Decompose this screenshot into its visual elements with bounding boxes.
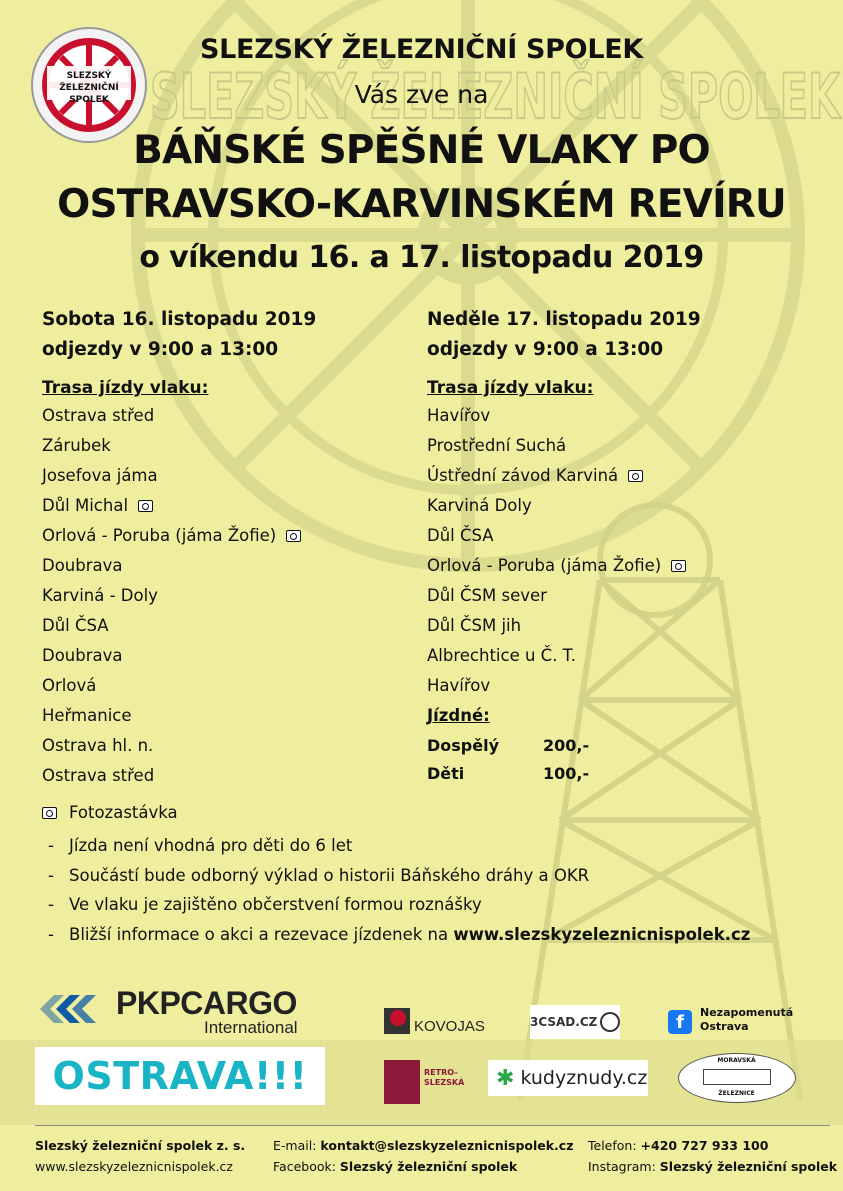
- facebook-page-logo: [668, 1006, 818, 1042]
- route-stop-name: Důl ČSA: [427, 526, 494, 545]
- route-stop-name: Havířov: [427, 406, 491, 425]
- moravska-zeleznice-logo: [678, 1053, 796, 1103]
- event-title-line2: OSTRAVSKO-KARVINSKÉM REVÍRU: [57, 182, 786, 227]
- route-stop-name: Karviná Doly: [427, 496, 532, 515]
- facebook-page-name: Nezapomenutá Ostrava: [700, 1006, 794, 1033]
- fare-row: [427, 731, 589, 759]
- route-stop-name: Havířov: [427, 676, 491, 695]
- route-stop: [42, 401, 422, 431]
- footer-email-label: E-mail:: [273, 1138, 321, 1153]
- route-stop-name: Karviná - Doly: [42, 586, 158, 605]
- facebook-icon: f: [668, 1010, 692, 1034]
- sunday-route-label: Trasa jízdy vlaku:: [427, 378, 594, 398]
- fare-price: 100,-: [543, 763, 590, 783]
- footer-divider: [35, 1125, 830, 1126]
- route-stop-name: Důl Michal: [42, 496, 129, 515]
- camera-icon: [286, 530, 301, 542]
- route-stop-name: Ostrava hl. n.: [42, 736, 154, 755]
- background-ghost-text: SLEZSKÝ ŽELEZNIČNÍ SPOLEK: [150, 60, 842, 133]
- saturday-schedule: [42, 305, 422, 791]
- organizer-name: SLEZSKÝ ŽELEZNIČNÍ SPOLEK: [200, 34, 643, 65]
- kovojas-mark-icon: [384, 1008, 410, 1034]
- route-stop: [42, 701, 422, 731]
- retro-slezska-mark-icon: [384, 1060, 420, 1104]
- camera-icon: [138, 500, 153, 512]
- fares: [427, 706, 589, 787]
- fares-label: Jízdné:: [427, 706, 490, 725]
- footer-web[interactable]: www.slezskyzeleznicnispolek.cz: [35, 1159, 233, 1174]
- route-stop-name: Ostrava střed: [42, 766, 155, 785]
- info-link[interactable]: www.slezskyzeleznicnispolek.cz: [453, 924, 751, 944]
- route-stop-name: Doubrava: [42, 646, 123, 665]
- sunday-stops: [427, 401, 807, 701]
- fare-name: Dospělý: [427, 735, 500, 755]
- route-stop: [427, 671, 807, 701]
- kovojas-logo: [384, 1006, 499, 1040]
- footer-facebook[interactable]: Slezský železniční spolek: [339, 1159, 518, 1174]
- club-logo-line1: SLEZSKÝ ŽELEZNIČNÍ: [59, 71, 119, 93]
- pkp-cargo-sub: International: [204, 1018, 298, 1037]
- route-stop: [42, 431, 422, 461]
- camera-icon: [671, 560, 686, 572]
- kudyznudy-logo: [488, 1060, 648, 1096]
- csad-wheel-icon: [600, 1012, 620, 1032]
- retro-line1: RETRO–: [424, 1068, 459, 1077]
- route-stop-name: Josefova jáma: [42, 466, 158, 485]
- footer-instagram[interactable]: Slezský železniční spolek: [659, 1159, 838, 1174]
- moravska-top-text: MORAVSKÁ: [717, 1057, 756, 1064]
- route-stop: [42, 641, 422, 671]
- route-stop: [42, 521, 422, 551]
- route-stop-name: Zárubek: [42, 436, 111, 455]
- route-stop: [42, 731, 422, 761]
- photo-stop-legend: [42, 803, 178, 822]
- note-item: - Součástí bude odborný výklad o historii Báňského dráhy a OKR: [48, 861, 750, 891]
- note-item: - Bližší informace o akci a rezevace jízdenek na www.slezskyzeleznicnispolek.cz: [48, 920, 750, 950]
- invite-text: Vás zve na: [354, 80, 489, 109]
- route-stop: [427, 581, 807, 611]
- fares-table: [427, 731, 589, 787]
- route-stop: [42, 461, 422, 491]
- csad-logo: [530, 1005, 620, 1039]
- footer-phone-label: Telefon:: [588, 1138, 641, 1153]
- railcar-icon: [703, 1069, 771, 1085]
- kudyznudy-name: kudyznudy.cz: [520, 1067, 648, 1089]
- fare-price: 200,-: [543, 735, 590, 755]
- route-stop-name: Důl ČSM sever: [427, 586, 547, 605]
- event-title-line1: BÁŇSKÉ SPĚŠNÉ VLAKY PO: [133, 128, 710, 173]
- route-stop-name: Albrechtice u Č. T.: [427, 646, 577, 665]
- route-stop: [427, 521, 807, 551]
- sunday-schedule: [427, 305, 807, 701]
- moravska-bottom-text: ŽELEZNICE: [718, 1090, 755, 1097]
- route-stop: [427, 401, 807, 431]
- footer: [0, 1125, 843, 1191]
- route-stop-name: Orlová - Poruba (jáma Žofie): [427, 556, 662, 575]
- footer-instagram-label: Instagram:: [588, 1159, 660, 1174]
- photo-stop-label: Fotozastávka: [69, 803, 178, 822]
- route-stop-name: Prostřední Suchá: [427, 436, 567, 455]
- route-stop: [427, 641, 807, 671]
- retro-slezska-logo: [384, 1060, 474, 1104]
- camera-icon: [628, 470, 643, 482]
- footer-phone[interactable]: +420 727 933 100: [640, 1138, 769, 1153]
- footer-org-name: Slezský železniční spolek z. s.: [35, 1138, 246, 1153]
- ostrava-name: OSTRAVA!!!: [52, 1054, 308, 1098]
- event-date: o víkendu 16. a 17. listopadu 2019: [139, 240, 704, 275]
- pkp-cargo-arrows-icon: [36, 989, 106, 1029]
- saturday-departures: odjezdy v 9:00 a 13:00: [42, 339, 279, 360]
- saturday-date: Sobota 16. listopadu 2019: [42, 309, 317, 330]
- route-stop: [42, 611, 422, 641]
- pkp-cargo-name: PKPCARGO: [116, 985, 297, 1021]
- route-stop-name: Ostrava střed: [42, 406, 155, 425]
- camera-icon: [42, 807, 57, 819]
- route-stop: [42, 551, 422, 581]
- note-item: - Jízda není vhodná pro děti do 6 let: [48, 831, 750, 861]
- club-logo-line2: SPOLEK: [69, 95, 109, 105]
- note-item: - Ve vlaku je zajištěno občerstvení formou roznášky: [48, 890, 750, 920]
- fare-row: [427, 759, 589, 787]
- route-stop: [427, 491, 807, 521]
- route-stop-name: Heřmanice: [42, 706, 132, 725]
- sunday-departures: odjezdy v 9:00 a 13:00: [427, 339, 664, 360]
- route-stop: [42, 761, 422, 791]
- fare-name: Děti: [427, 763, 465, 783]
- route-stop: [427, 461, 807, 491]
- route-stop: [427, 431, 807, 461]
- notes-list: [48, 831, 750, 949]
- route-stop-name: Orlová: [42, 676, 97, 695]
- kudyznudy-mark-icon: ✱: [496, 1065, 515, 1091]
- route-stop: [42, 491, 422, 521]
- kovojas-name: KOVOJAS: [414, 1018, 485, 1035]
- csad-name: 3CSAD.CZ: [530, 1015, 598, 1029]
- route-stop-name: Doubrava: [42, 556, 123, 575]
- sunday-date: Neděle 17. listopadu 2019: [427, 309, 701, 330]
- saturday-stops: [42, 401, 422, 791]
- route-stop: [427, 551, 807, 581]
- route-stop: [42, 671, 422, 701]
- pkp-cargo-logo: [36, 985, 336, 1037]
- route-stop-name: Orlová - Poruba (jáma Žofie): [42, 526, 277, 545]
- ostrava-logo: [35, 1047, 325, 1105]
- route-stop-name: Důl ČSM jih: [427, 616, 522, 635]
- route-stop: [42, 581, 422, 611]
- route-stop: [427, 611, 807, 641]
- footer-email[interactable]: kontakt@slezskyzeleznicnispolek.cz: [320, 1138, 574, 1153]
- route-stop-name: Důl ČSA: [42, 616, 109, 635]
- saturday-route-label: Trasa jízdy vlaku:: [42, 378, 209, 398]
- route-stop-name: Ústřední závod Karviná: [427, 466, 619, 485]
- footer-facebook-label: Facebook:: [273, 1159, 340, 1174]
- retro-line2: SLEZSKÁ: [424, 1078, 465, 1087]
